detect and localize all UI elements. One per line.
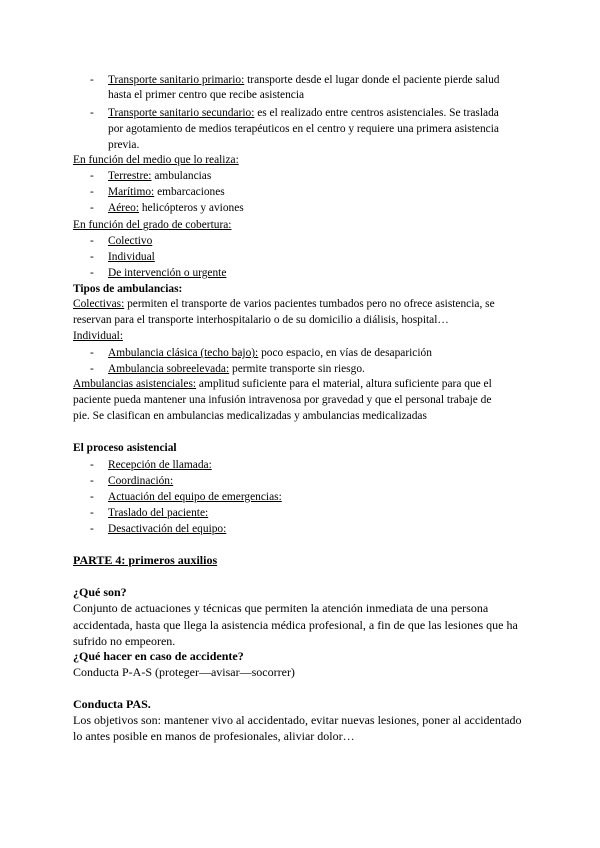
paragraph-line: paciente pueda mantener una infusión intravenosa por gravedad y que el personal trabaje de [73,394,492,406]
bullet-dash: - [90,507,94,519]
item-label: Transporte sanitario secundario: [108,107,255,119]
list-item [108,73,500,87]
bullet-dash: - [90,170,94,182]
list-item: Individual [108,251,155,263]
bullet-dash: - [90,251,94,263]
bullet-dash: - [90,363,94,375]
list-item [108,185,225,199]
item-label: Transporte sanitario primario: [108,74,245,86]
bullet-dash: - [90,475,94,487]
question-heading: ¿Qué son? [73,585,127,599]
section-heading: Conducta PAS. [73,697,151,711]
list-item [108,201,244,215]
item-continuation: hasta el primer centro que recibe asistencia [108,89,305,101]
paragraph-line: Los objetivos son: mantener vivo al accidentado, evitar nuevas lesiones, poner al accidentado [73,713,522,727]
bullet-dash: - [90,523,94,535]
term-label: Colectivas: [73,298,125,310]
section-heading: Tipos de ambulancias: [73,283,183,295]
item-label: Ambulancia clásica (techo bajo): [108,347,259,359]
list-item: Coordinación: [108,475,174,487]
item-text: embarcaciones [157,186,225,198]
paragraph-line: Conducta P-A-S (proteger—avisar—socorrer) [73,665,295,679]
bullet-dash: - [90,459,94,471]
list-item: De intervención o urgente [108,267,227,279]
paragraph-line: sufrido no empeoren. [73,634,176,648]
part-heading: PARTE 4: primeros auxilios [73,553,218,567]
item-text: es el realizado entre centros asistenciales. Se traslada [257,107,499,119]
item-label: Ambulancia sobreelevada: [108,363,230,375]
paragraph-line: accidentada, hasta que llega la asistencia médica profesional, a fin de que las lesiones que ha [73,618,518,632]
bullet-dash: - [90,491,94,503]
paragraph-line [73,297,495,311]
list-item [108,106,499,120]
section-heading: El proceso asistencial [73,442,177,454]
paragraph-line [73,377,492,391]
list-item [108,346,432,360]
item-text: permite transporte sin riesgo. [232,363,365,375]
list-item: Colectivo [108,235,153,247]
section-heading: En función del medio que lo realiza: [73,154,239,166]
list-item: Actuación del equipo de emergencias: [108,491,282,503]
term-label: Individual: [73,330,123,342]
item-text: helicópteros y aviones [141,202,244,214]
bullet-dash: - [90,202,94,214]
item-continuation: por agotamiento de medios terapéuticos en el centro y requiere una primera asistencia [108,123,499,135]
list-item [108,169,211,183]
item-continuation: previa. [108,139,140,151]
item-text: ambulancias [154,170,212,182]
question-heading: ¿Qué hacer en caso de accidente? [73,649,244,663]
bullet-dash: - [90,267,94,279]
paragraph-line: pie. Se clasifican en ambulancias medicalizadas y ambulancias medicalizadas [73,410,427,422]
bullet-dash: - [90,107,94,119]
paragraph-line: reservan para el transporte interhospitalario o de su domicilio a diálisis, hospital… [73,314,449,326]
list-item: Traslado del paciente: [108,507,209,519]
list-item [108,362,365,376]
bullet-dash: - [90,74,94,86]
term-text: amplitud suficiente para el material, altura suficiente para que el [198,378,492,390]
item-text: transporte desde el lugar donde el paciente pierde salud [247,74,500,86]
bullet-dash: - [90,235,94,247]
list-item: Desactivación del equipo: [108,523,227,535]
bullet-dash: - [90,186,94,198]
term-label: Ambulancias asistenciales: [73,378,197,390]
term-text: permiten el transporte de varios pacientes tumbados pero no ofrece asistencia, se [127,298,495,310]
paragraph-line: lo antes posible en manos de profesionales, aliviar dolor… [73,729,355,743]
item-label: Marítimo: [108,186,155,198]
section-heading: En función del grado de cobertura: [73,219,232,231]
item-text: poco espacio, en vías de desaparición [261,347,432,359]
list-item: Recepción de llamada: [108,459,212,471]
paragraph-line: Conjunto de actuaciones y técnicas que permiten la atención inmediata de una persona [73,601,489,615]
bullet-dash: - [90,347,94,359]
item-label: Terrestre: [108,170,152,182]
item-label: Aéreo: [108,202,139,214]
